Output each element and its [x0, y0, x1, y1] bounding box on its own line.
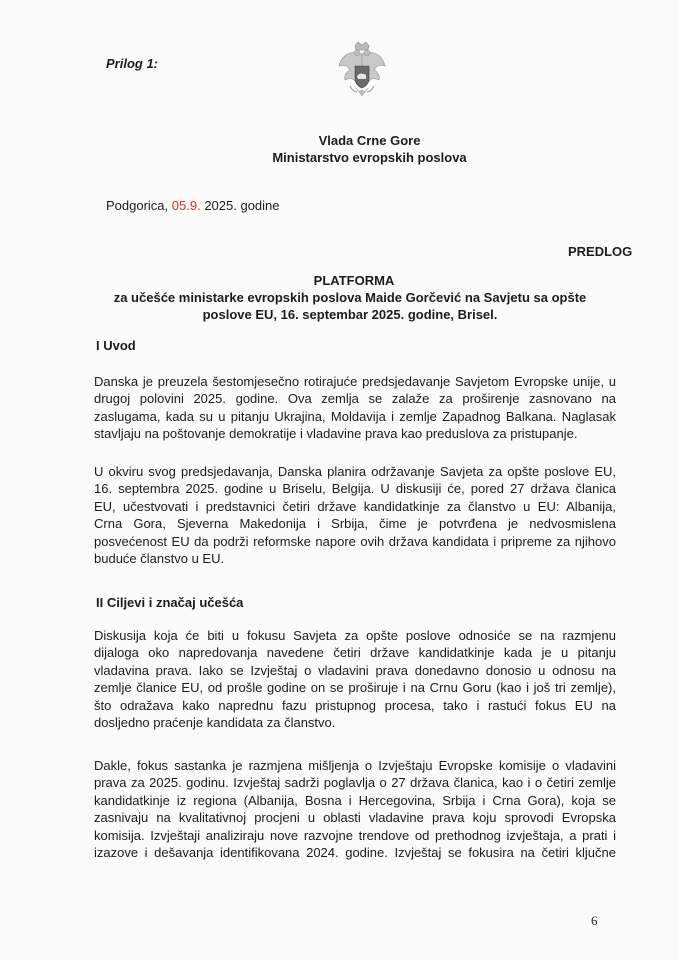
section-heading-intro: I Uvod [96, 338, 136, 353]
document-title: PLATFORMA [313, 273, 395, 288]
section-heading-goals: II Ciljevi i značaj učešća [96, 595, 244, 610]
paragraph-line: izazove i dešavanja identifikovana 2024. godine. Izvještaj se fokusira na četiri ključne [94, 844, 616, 860]
paragraph-line: U okviru svog predsjedavanja, Danska planira održavanje Savjeta za opšte poslove EU, [94, 464, 616, 479]
paragraph-line: što odražava kako naprednu fazu pristupnog procesa, tako i rastući fokus EU na [94, 697, 616, 713]
status-label: PREDLOG [568, 244, 633, 259]
paragraph-line: Diskusija koja će biti u fokusu Savjeta za opšte poslove odnosiće se na razmjenu [94, 628, 616, 643]
paragraph-line: zasnivaju na kvalitativnoj procjeni u oblasti vladavine prava koju sprovodi Evropska [94, 810, 616, 826]
paragraph-line: prava za 2025. godinu. Izvještaj sadrži poglavlja o 27 država članica, kao i o četiri zemlje [94, 775, 616, 791]
paragraph-1 [94, 373, 616, 443]
paragraph-line: buduće članstvo u EU. [94, 550, 225, 566]
paragraph-line: dijaloga oko napredovanja navedene četiri države kandidatkinje kada je u pitanju [94, 645, 616, 661]
coat-of-arms-icon [336, 40, 388, 104]
paragraph-line: 16. septembra 2025. godine u Briselu, Belgija. U diskusiji će, pored 27 država članica [94, 481, 616, 497]
paragraph-line: stavljaju na poštovanje demokratije i vladavine prava kao preduslova za pristupanje. [94, 426, 578, 442]
paragraph-line: kandidatkinje iz regiona (Albanija, Bosna i Hercegovina, Srbija i Crna Gora), koja se [94, 792, 616, 808]
paragraph-line: drugoj polovini 2025. godine. Ova zemlja se zalaže za proširenje zasnovano na [94, 391, 616, 407]
paragraph-3 [94, 627, 616, 731]
paragraph-2 [94, 463, 616, 567]
dateline-date: 05.9. [171, 198, 201, 213]
paragraph-line: dosljedno praćenje kandidata za članstvo. [94, 714, 336, 730]
paragraph-line: Dakle, fokus sastanka je razmjena mišljenja o Izvještaju Evropske komisije o vladavini [94, 758, 616, 773]
government-name: Vlada Crne Gore [318, 133, 421, 148]
paragraph-line: zemlje članice EU, od prošle godine on se proširuje i na Crnu Goru (kao i još tri zemlje), [94, 680, 616, 696]
paragraph-line: Crna Gora, Sjeverna Makedonija i Srbija, čime je potvrđena je nedvosmislena [94, 516, 616, 532]
page-number: 6 [591, 913, 598, 928]
dateline-year: 2025. godine [204, 198, 280, 213]
paragraph-line: komisija. Izvještaji analiziraju nove razvojne trendove od prethodnog izvještaja, a prati i [94, 827, 616, 843]
document-subtitle-line2: poslove EU, 16. septembar 2025. godine, Brisel. [202, 307, 498, 322]
paragraph-line: EU, učestvovati i predstavnici četiri države kandidatkinje za članstvo u EU: Albanija, [94, 498, 616, 514]
dateline [106, 198, 280, 213]
paragraph-4 [94, 757, 616, 861]
document-subtitle-line1: za učešće ministarke evropskih poslova Maide Gorčević na Savjetu sa opšte [113, 290, 587, 305]
paragraph-line: Danska je preuzela šestomjesečno rotirajuće predsjedavanje Savjetom Evropske unije, u [94, 374, 616, 389]
annex-label: Prilog 1: [106, 56, 159, 71]
paragraph-line: zaslugama, kada su u pitanju Ukrajina, Moldavija i zemlje Zapadnog Balkana. Naglasak [94, 408, 616, 424]
paragraph-line: posvećenost EU da podrži reformske napore ovih država kandidata i pripreme za njihovo [94, 533, 616, 549]
dateline-city: Podgorica, [106, 198, 169, 213]
ministry-name: Ministarstvo evropskih poslova [272, 150, 467, 165]
paragraph-line: vladavina prava. Iako se Izvještaj o vladavini prava donedavno donosio u odnosu na [94, 662, 616, 678]
